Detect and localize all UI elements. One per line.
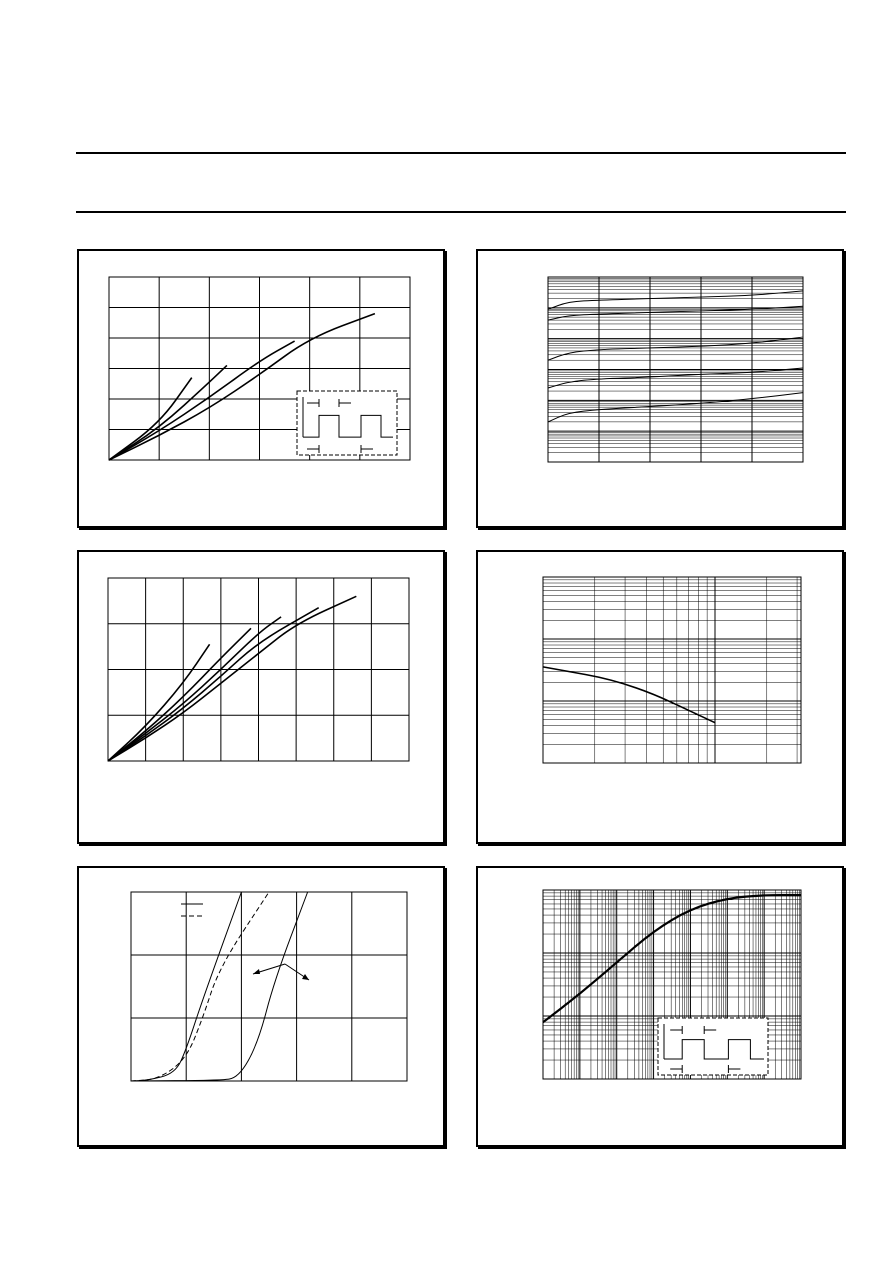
series-line-3 — [131, 892, 308, 1081]
plot-frame — [131, 892, 407, 1081]
figure-panel-3 — [77, 550, 445, 844]
plot-frame — [543, 577, 801, 763]
figure-3-chart — [79, 552, 445, 844]
figure-5-chart — [79, 868, 445, 1147]
figure-panel-4 — [476, 550, 844, 844]
series-line-4 — [548, 306, 803, 320]
series-line-2 — [131, 892, 269, 1081]
series-line-4 — [109, 378, 192, 460]
inset-box — [297, 391, 397, 455]
series-line-5 — [108, 644, 210, 761]
series-line-3 — [548, 337, 803, 360]
header-rule-bottom — [76, 211, 846, 213]
figure-6-chart — [478, 868, 844, 1147]
inset-box — [658, 1018, 768, 1075]
figure-panel-5 — [77, 866, 445, 1147]
figure-panel-1 — [77, 249, 445, 528]
annotation-arrowhead-right — [302, 974, 309, 980]
series-line-1 — [543, 667, 715, 723]
figure-panel-2 — [476, 249, 844, 528]
series-line-5 — [548, 291, 803, 310]
figure-panel-6 — [476, 866, 844, 1147]
figure-4-chart — [478, 552, 844, 844]
figure-1-chart — [79, 251, 445, 528]
header-rule-top — [76, 152, 846, 154]
annotation-arrowhead-left — [253, 969, 260, 974]
figure-2-chart — [478, 251, 844, 528]
